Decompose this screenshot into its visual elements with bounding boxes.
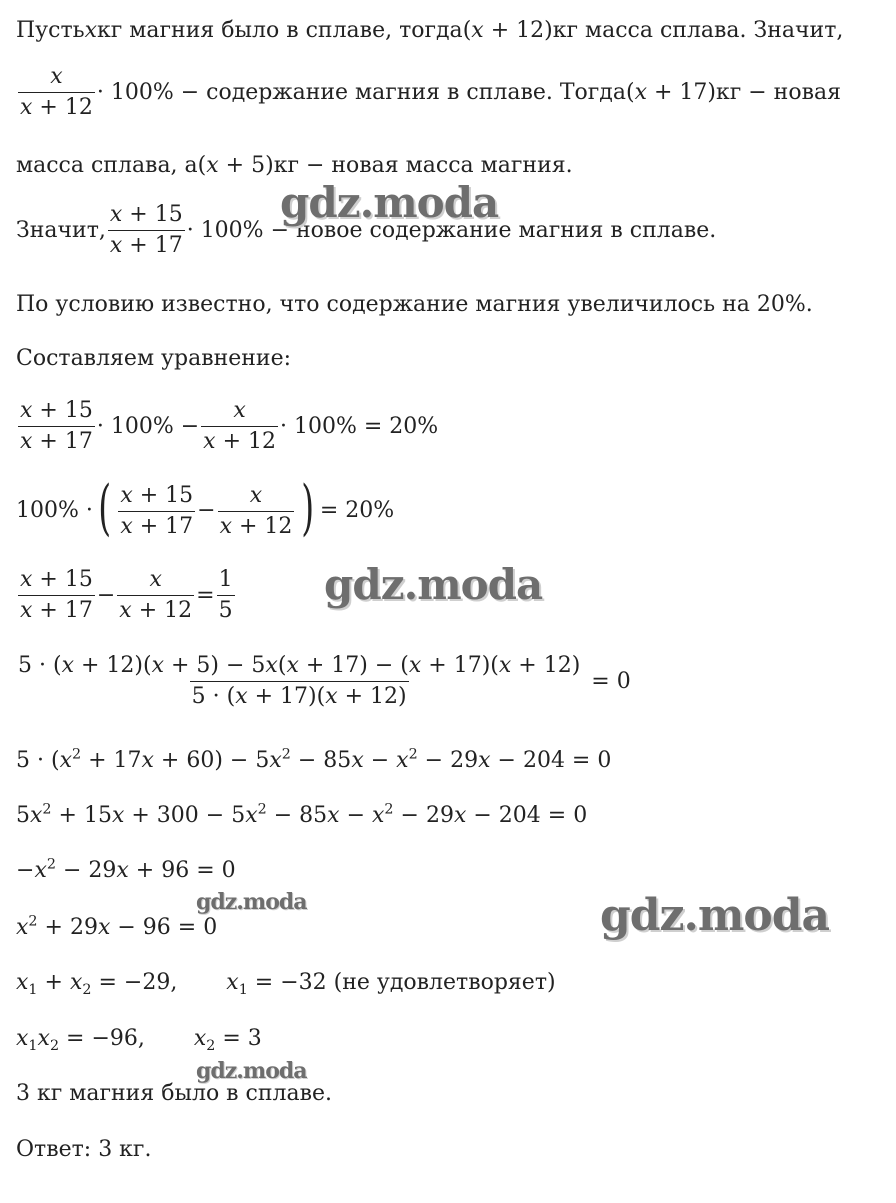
equation-3: $\frac{x + 15}{x + 17}$ − $\frac{x}{x + 12}$ = $\frac{1}{5}$ xyxy=(20,567,233,623)
fraction: $\frac{x + 15}{x + 17}$ xyxy=(109,202,183,258)
equation-4: $\frac{5 \cdot (x + 12)(x + 5) - 5x(x + 17) - (x + 17)(x + 12)}{5 \cdot (x + 17)(x + 12)}$ = 0 xyxy=(18,653,631,709)
text-line-18: 3 кг магния было в сплаве. xyxy=(16,1081,333,1106)
equation-1: $\frac{x + 15}{x + 17}$ · 100% − $\frac{x}{x + 12}$ · 100% = 20% xyxy=(20,398,439,454)
text-line-19: Ответ: 3 кг. xyxy=(16,1137,152,1162)
equation-5: $5 \cdot (x^2 + 17x + 60) - 5x^2 - 85x - x^2 - 29x - 204 = 0$ xyxy=(16,746,612,773)
watermark: gdz.moda xyxy=(324,560,543,609)
equation-9: $x_1 + x_2 = -29$, $x_1 = -32$ (не удовлетворяет) xyxy=(16,970,556,998)
equation-6: $5x^2 + 15x + 300 - 5x^2 - 85x - x^2 - 29x - 204 = 0$ xyxy=(16,801,588,828)
watermark: gdz.moda xyxy=(280,178,499,227)
text-line-1: Пусть x кг магния было в сплаве, тогда ( x + 12) кг масса сплава. Значит, xyxy=(16,18,844,43)
watermark: gdz.moda xyxy=(600,890,830,941)
equation-10: $x_1x_2 = -96$, $x_2 = 3$ xyxy=(16,1026,262,1054)
text-line-3: масса сплава, а ( x + 5) кг − новая масса магния. xyxy=(16,153,573,178)
text-line-2: $\frac{x}{x + 12}$ · 100% − содержание магния в сплаве. Тогда ( x + 17) кг − новая xyxy=(20,64,841,120)
equation-8: $x^2 + 29x - 96 = 0$ xyxy=(16,913,218,940)
text-line-4: Значит, $\frac{x + 15}{x + 17}$ · 100% − новое содержание магния в сплаве. xyxy=(16,202,717,258)
text-line-5: По условию известно, что содержание магния увеличилось на 20%. xyxy=(16,292,813,317)
watermark: gdz.moda xyxy=(196,889,307,915)
watermark: gdz.moda xyxy=(196,1058,307,1084)
text-line-6: Составляем уравнение: xyxy=(16,346,292,371)
equation-2: 100% · ( $\frac{x + 15}{x + 17}$ − $\frac{x}{x + 12}$ ) = 20% xyxy=(16,473,395,543)
equation-7: $-x^2 - 29x + 96 = 0$ xyxy=(16,856,236,883)
fraction: $\frac{x}{x + 12}$ xyxy=(20,64,93,120)
